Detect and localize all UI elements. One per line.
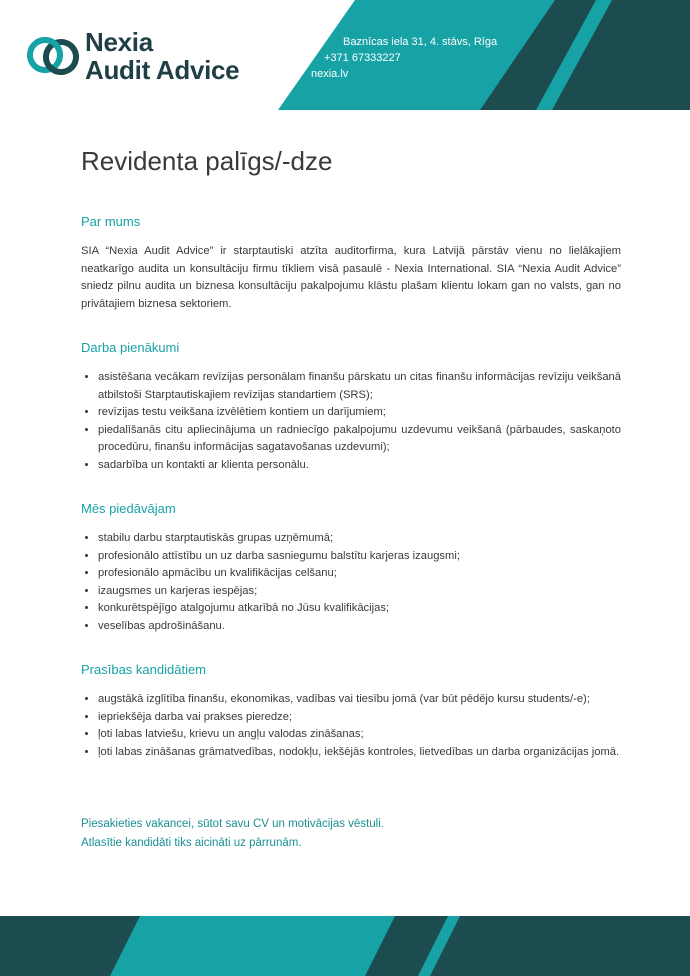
company-logo: [27, 28, 257, 88]
contact-info: [300, 34, 520, 82]
list-item: • profesionālo apmācību un kvalifikācijas celšanu;: [98, 565, 621, 583]
list-item: • ļoti labas latviešu, krievu un angļu valodas zināšanas;: [98, 726, 621, 744]
list-item: • veselības apdrošināšanu.: [98, 618, 621, 636]
list-item: • piedalīšanās citu apliecinājuma un radniecīgo pakalpojumu uzdevumu veikšanā (pārbaudes, saskaņoto procedūru, finanšu informācijas sagatavošanas uzdevumi);: [98, 422, 621, 457]
contact-address: Baznīcas iela 31, 4. stāvs, Rīga: [343, 36, 498, 48]
contact-website[interactable]: nexia.lv: [311, 68, 349, 80]
closing-line-interview: Atlasītie kandidāti tiks aicināti uz pārrunām.: [81, 837, 302, 849]
list-item: • stabilu darbu starptautiskās grupas uzņēmumā;: [98, 530, 621, 548]
offer-list: [81, 530, 621, 635]
duties-list: [81, 369, 621, 474]
list-item: • iepriekšēja darba vai prakses pieredze;: [98, 709, 621, 727]
contact-phone[interactable]: +371 67333227: [324, 52, 401, 64]
list-item: • asistēšana vecākam revīzijas personālam finanšu pārskatu un citas finanšu informācijas revīziju veikšanā atbilstoši Starptautiskajiem revīzijas standartiem (SRS);: [98, 369, 621, 404]
section-heading-about: Par mums: [81, 214, 141, 229]
list-item: • sadarbība un kontakti ar klienta personālu.: [98, 457, 621, 475]
nexia-logo-icon: [27, 30, 79, 82]
section-heading-offer: Mēs piedāvājam: [81, 501, 176, 516]
list-item: • profesionālo attīstību un uz darba sasniegumu balstītu karjeras izaugsmi;: [98, 548, 621, 566]
list-item: • ļoti labas zināšanas grāmatvedības, nodokļu, iekšējās kontroles, lietvedības un darba organizācijas jomā.: [98, 744, 621, 762]
list-item: • konkurētspējīgo atalgojumu atkarībā no Jūsu kvalifikācijas;: [98, 600, 621, 618]
logo-text-nexia: Nexia: [85, 27, 153, 57]
closing-line-apply: Piesakieties vakancei, sūtot savu CV un motivācijas vēstuli.: [81, 818, 384, 830]
page-title: Revidenta palīgs/-dze: [81, 146, 333, 176]
list-item: • augstākā izglītība finanšu, ekonomikas, vadības vai tiesību jomā (var būt pēdējo kursu students/-e);: [98, 691, 621, 709]
closing-text: [81, 815, 384, 853]
section-heading-duties: Darba pienākumi: [81, 340, 180, 355]
list-item: • izaugsmes un karjeras iespējas;: [98, 583, 621, 601]
section-heading-requirements: Prasības kandidātiem: [81, 662, 207, 677]
list-item: • revīzijas testu veikšana izvēlētiem kontiem un darījumiem;: [98, 404, 621, 422]
main-content: [81, 214, 621, 788]
footer-banner: [0, 916, 690, 976]
about-text: SIA “Nexia Audit Advice” ir starptautiski atzīta auditorfirma, kura Latvijā pārstāv vienu no lielākajiem neatkarīgo audita un konsultāciju firmu tīkliem visā pasaulē - Nexia International. SIA “Nexia Audit Advice” sniedz pilnu audita un biznesa konsultāciju pakalpojumu klāstu plašam klientu lokam gan no valsts, gan no privātajiem biznesa sektoriem.: [81, 245, 621, 310]
requirements-list: [81, 691, 621, 761]
logo-text-audit-advice: Audit Advice: [85, 55, 240, 85]
